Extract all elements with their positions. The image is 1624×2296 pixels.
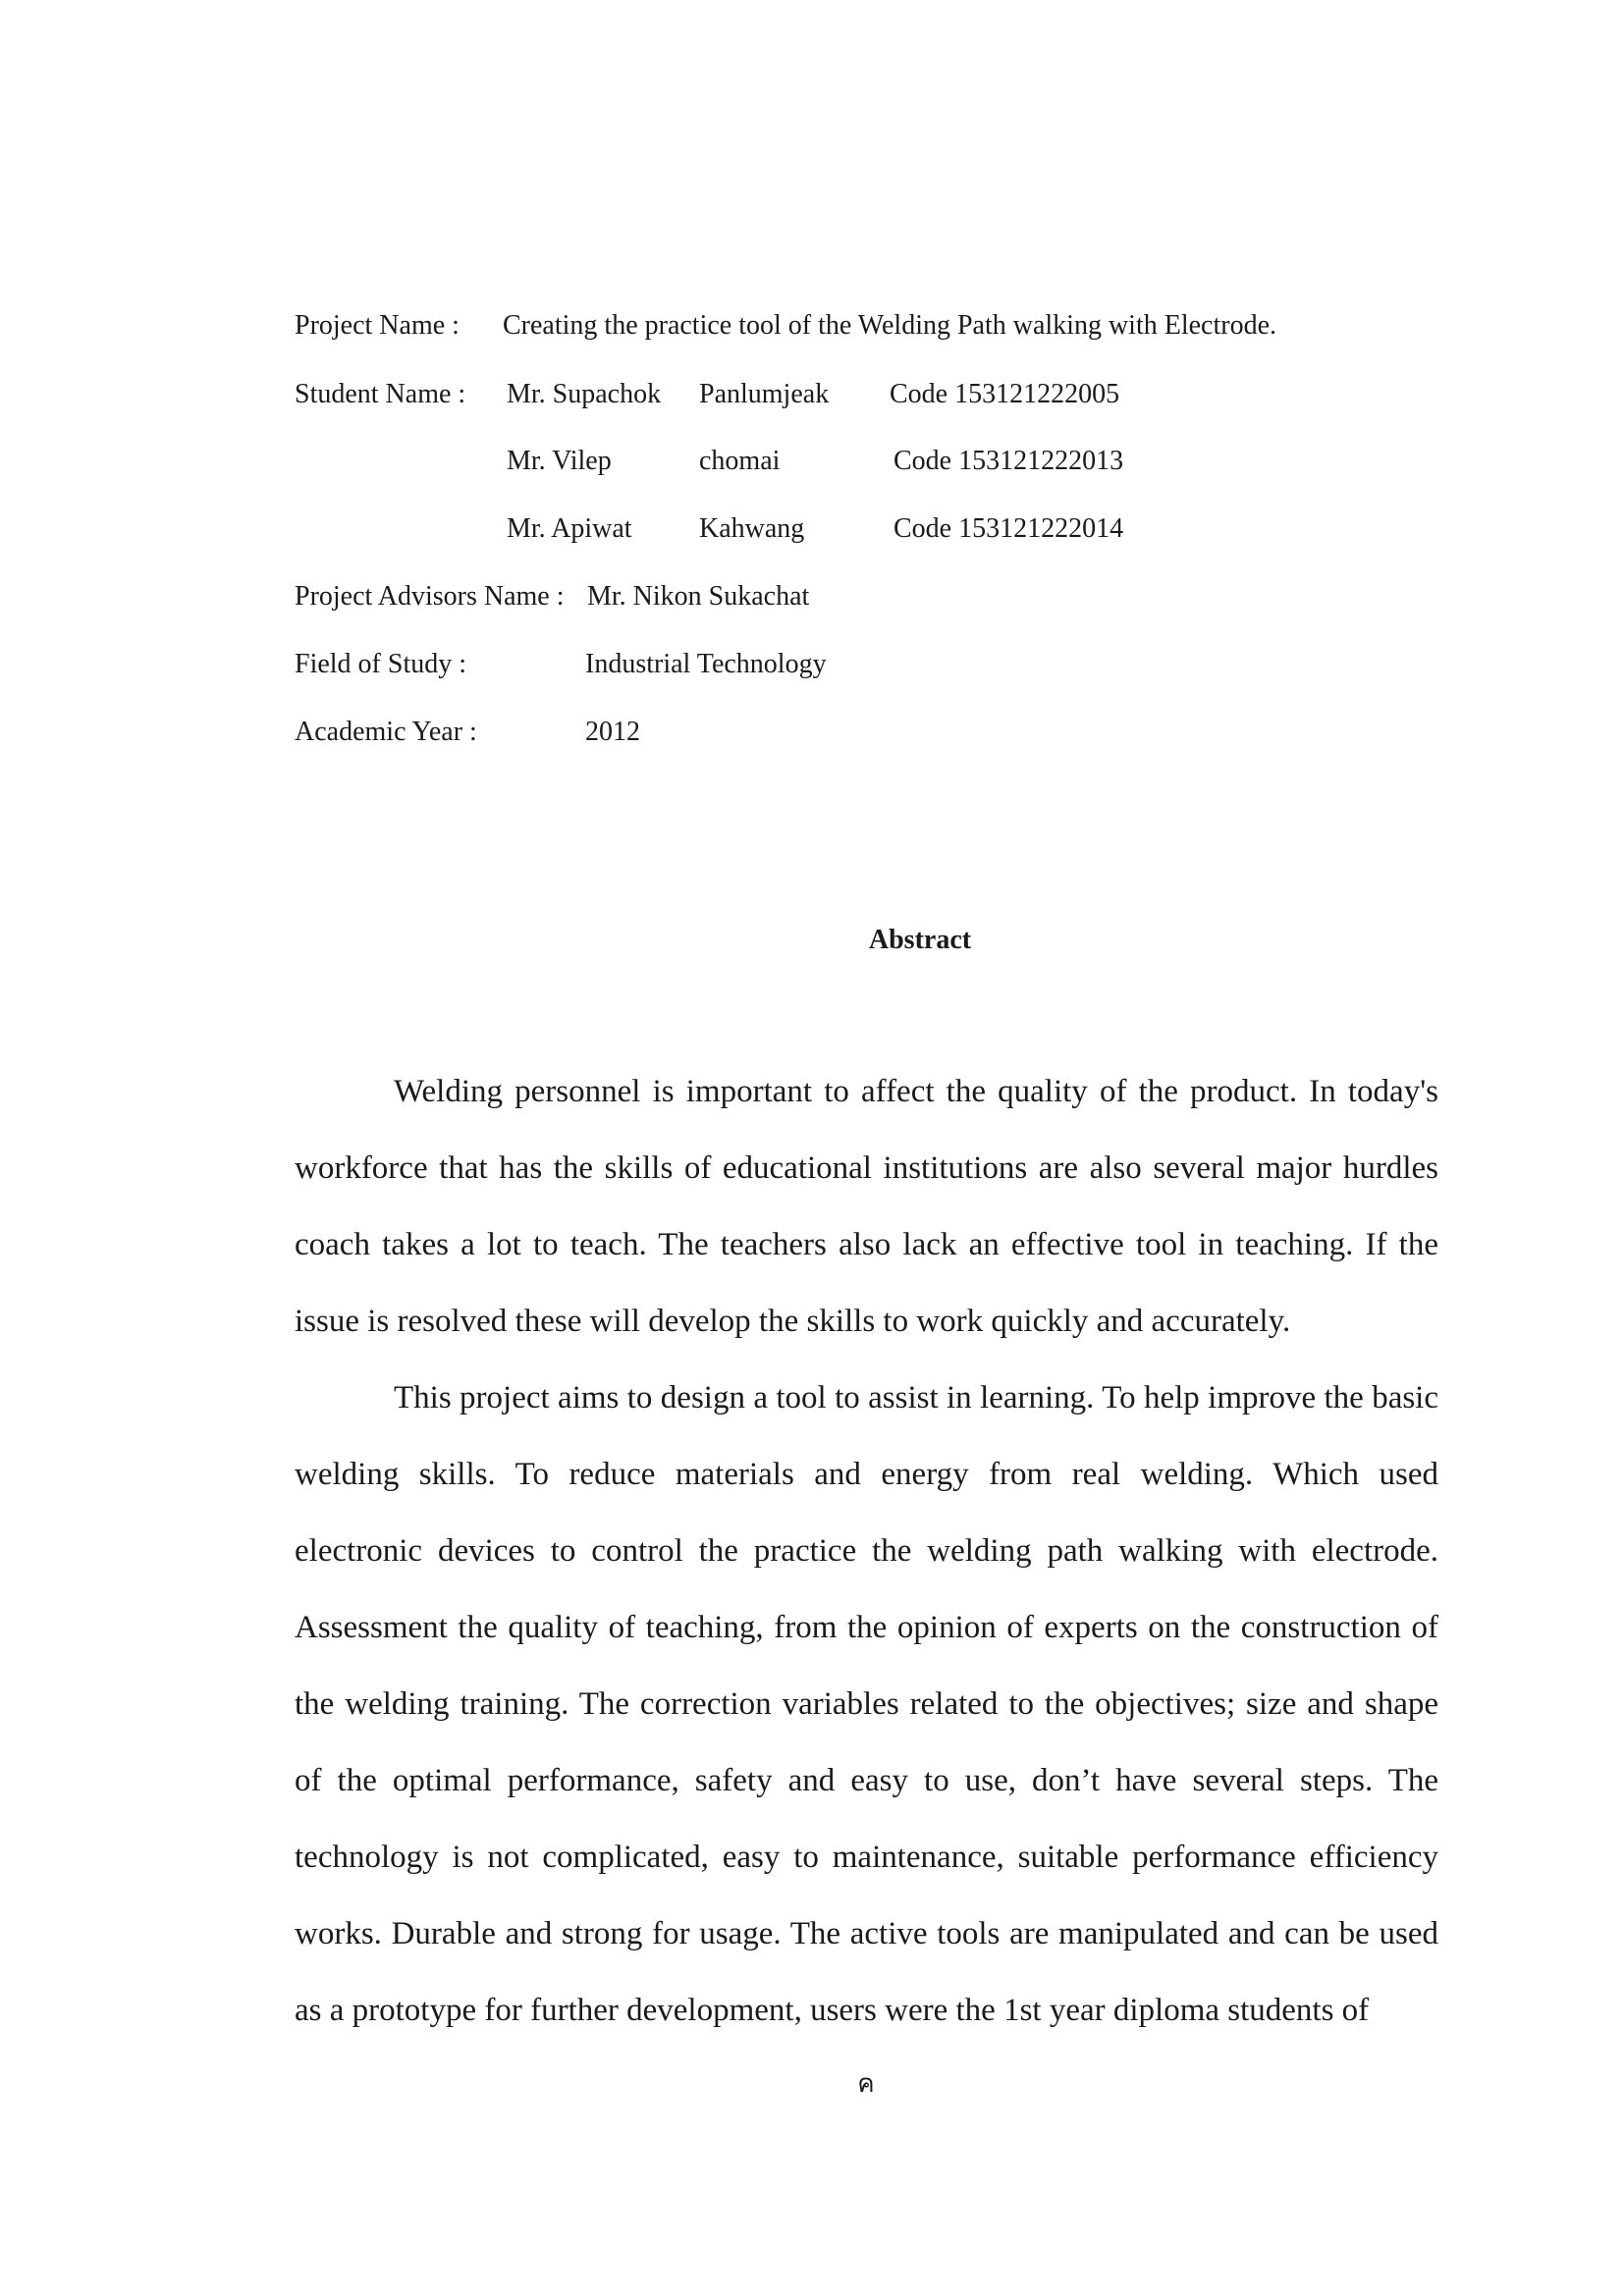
student-3-code: Code 153121222014: [893, 513, 1124, 544]
student-3-surname: Kahwang: [699, 513, 805, 544]
abstract-body: [295, 1053, 1438, 2049]
student-2-name: Mr. Vilep: [507, 446, 612, 476]
abstract-paragraph-2: This project aims to design a tool to assist in learning. To help improve the basic welding skills. To reduce materials and energy from real welding. Which used electronic devices to control the practice the welding path walking with electrode. Assessment the quality of teaching, from the opinion of experts on the construction of the welding training. The correction variables related to the objectives; size and shape of the optimal performance, safety and easy to use, don’t have several steps. The technology is not complicated, easy to maintenance, suitable performance efficiency works. Durable and strong for usage. The active tools are manipulated and can be used as a prototype for further development, users were the 1st year diploma students of: [295, 1380, 1438, 2028]
academic-year-label: Academic Year :: [295, 717, 477, 747]
abstract-paragraph-1: Welding personnel is important to affect the quality of the product. In today's workforce that has the skills of educational institutions are also several major hurdles coach takes a lot to teach. The teachers also lack an effective tool in teaching. If the issue is resolved these will develop the skills to work quickly and accurately.: [295, 1074, 1438, 1339]
student-1-name: Mr. Supachok: [507, 379, 662, 409]
field-of-study-value: Industrial Technology: [585, 649, 827, 679]
field-of-study-label: Field of Study :: [295, 649, 467, 679]
page-number: ค: [857, 2069, 875, 2099]
student-1-surname: Panlumjeak: [699, 379, 830, 409]
abstract-heading: Abstract: [868, 925, 972, 955]
project-name-label: Project Name :: [295, 310, 460, 341]
academic-year-value: 2012: [585, 717, 640, 747]
student-1-code: Code 153121222005: [890, 379, 1120, 409]
student-2-code: Code 153121222013: [893, 446, 1124, 476]
student-2-surname: chomai: [699, 446, 781, 476]
student-name-label: Student Name :: [295, 379, 466, 409]
advisor-value: Mr. Nikon Sukachat: [587, 581, 810, 612]
project-name-value: Creating the practice tool of the Welding Path walking with Electrode.: [503, 310, 1277, 341]
student-3-name: Mr. Apiwat: [507, 513, 632, 544]
advisor-label: Project Advisors Name :: [295, 581, 565, 612]
